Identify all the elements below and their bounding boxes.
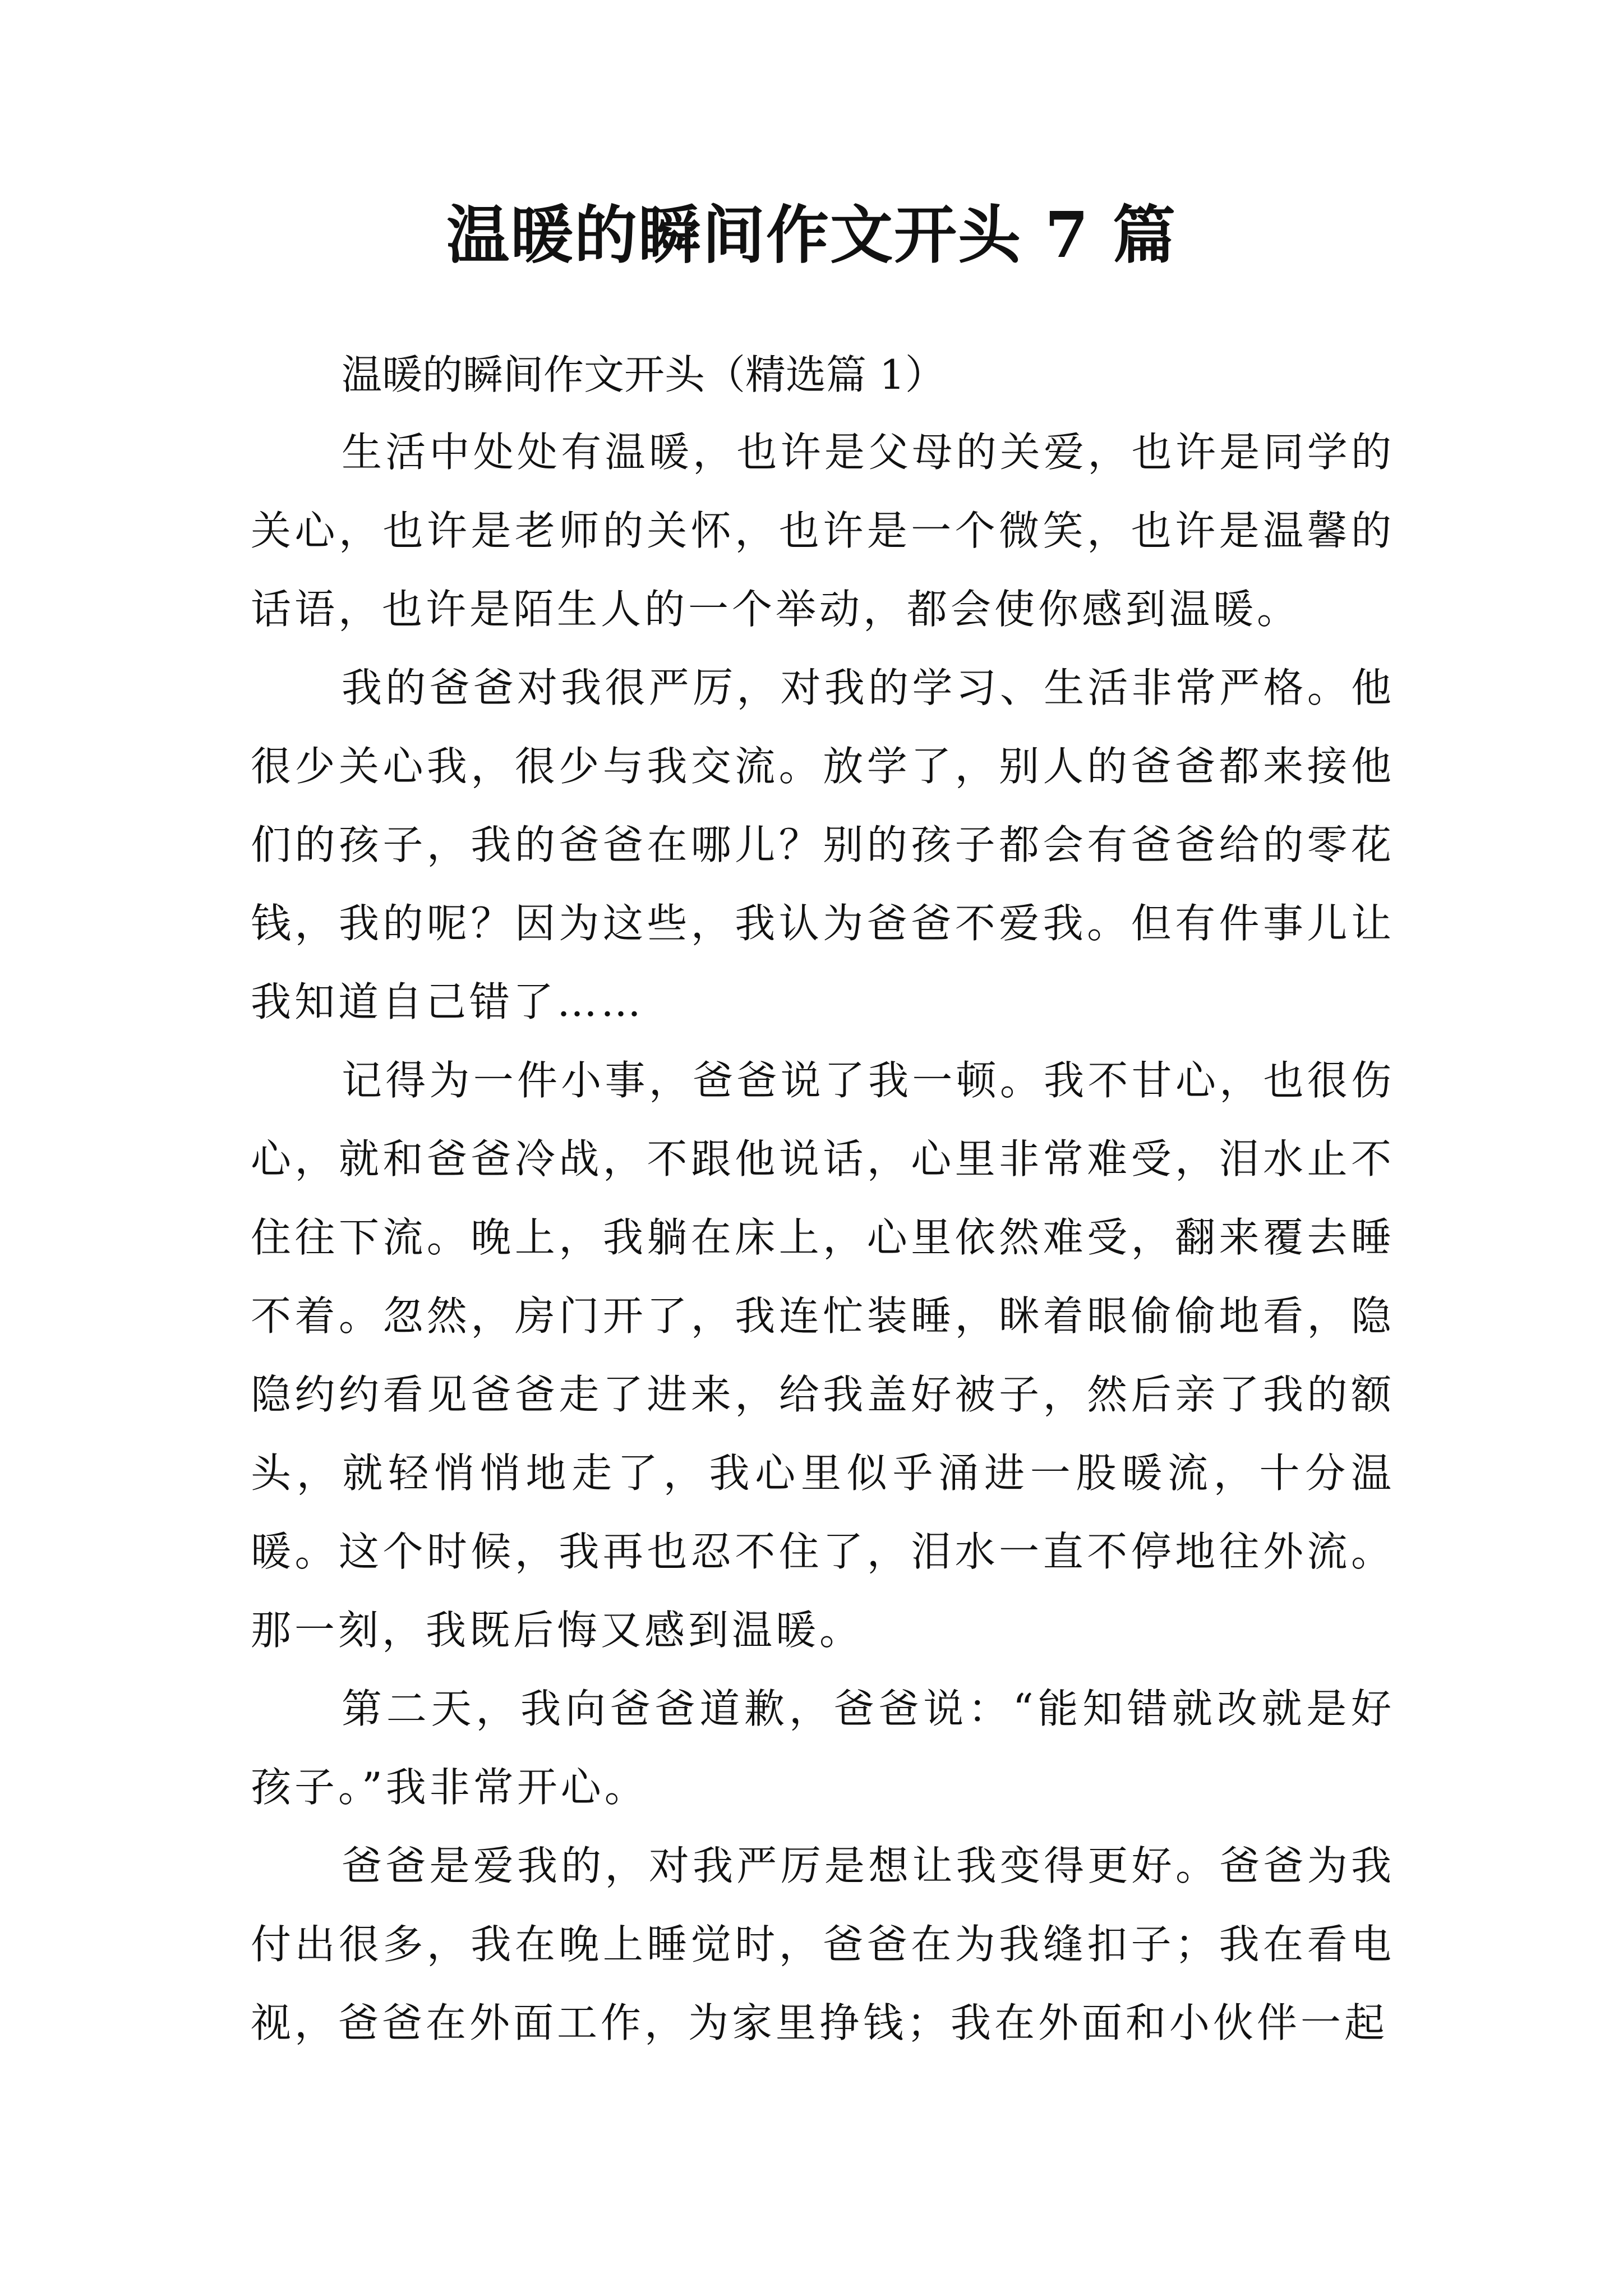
paragraph-2: 我的爸爸对我很严厉，对我的学习、生活非常严格。他很少关心我，很少与我交流。放学了，别人的爸爸都来接他们的孩子，我的爸爸在哪儿？别的孩子都会有爸爸给的零花钱，我的呢？因为这些，我认为爸爸不爱我。但有件事儿让我知道自己错了…… xyxy=(251,664,1395,1025)
paragraph-4: 第二天，我向爸爸道歉，爸爸说：“能知错就改就是好孩子。”我非常开心。 xyxy=(251,1685,1395,1811)
document-title: 温暖的瞬间作文开头 7 篇 xyxy=(446,199,1177,272)
paragraph-1: 生活中处处有温暖，也许是父母的关爱，也许是同学的关心，也许是老师的关怀，也许是一个微笑，也许是温馨的话语，也许是陌生人的一个举动，都会使你感到温暖。 xyxy=(251,429,1395,633)
section-heading: 温暖的瞬间作文开头（精选篇 1） xyxy=(342,351,946,398)
paragraph-3: 记得为一件小事，爸爸说了我一顿。我不甘心，也很伤心，就和爸爸冷战，不跟他说话，心里非常难受，泪水止不住往下流。晚上，我躺在床上，心里依然难受，翻来覆去睡不着。忽然，房门开了，我连忙装睡，眯着眼偷偷地看，隐隐约约看见爸爸走了进来，给我盖好被子，然后亲了我的额头，就轻悄悄地走了，我心里似乎涌进一股暖流，十分温暖。这个时候，我再也忍不住了，泪水一直不停地往外流。那一刻，我既后悔又感到温暖。 xyxy=(251,1057,1395,1654)
document-body xyxy=(251,337,1395,2062)
paragraph-5: 爸爸是爱我的，对我严厉是想让我变得更好。爸爸为我付出很多，我在晚上睡觉时，爸爸在为我缝扣子；我在看电视，爸爸在外面工作，为家里挣钱；我在外面和小伙伴一起 xyxy=(251,1842,1395,2046)
